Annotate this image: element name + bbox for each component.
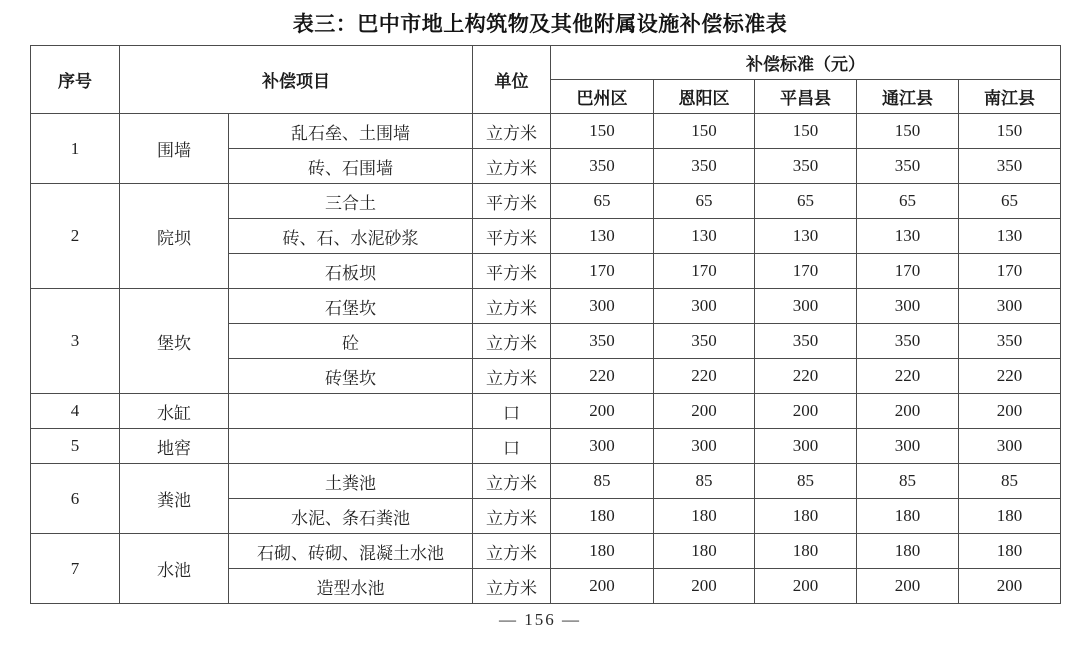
value-cell: 350 <box>654 149 755 184</box>
item-cell: 三合土 <box>229 184 473 219</box>
value-cell: 85 <box>857 464 959 499</box>
item-cell <box>229 394 473 429</box>
value-cell: 130 <box>755 219 857 254</box>
category-cell: 堡坎 <box>120 289 229 394</box>
value-cell: 300 <box>857 289 959 324</box>
value-cell: 180 <box>857 499 959 534</box>
table-row <box>31 464 1061 499</box>
value-cell: 300 <box>654 429 755 464</box>
value-cell: 220 <box>551 359 654 394</box>
value-cell: 130 <box>959 219 1061 254</box>
item-cell: 砼 <box>229 324 473 359</box>
item-cell: 造型水池 <box>229 569 473 604</box>
table-row <box>31 184 1061 219</box>
value-cell: 170 <box>755 254 857 289</box>
value-cell: 150 <box>755 114 857 149</box>
item-cell <box>229 429 473 464</box>
value-cell: 300 <box>551 429 654 464</box>
value-cell: 300 <box>755 429 857 464</box>
header-region: 巴州区 <box>551 80 654 114</box>
value-cell: 65 <box>654 184 755 219</box>
value-cell: 200 <box>551 569 654 604</box>
page-number: — 156 — <box>499 610 581 629</box>
value-cell: 350 <box>857 149 959 184</box>
unit-cell: 平方米 <box>473 254 551 289</box>
page-title: 表三：巴中市地上构筑物及其他附属设施补偿标准表 <box>292 13 788 36</box>
unit-cell: 立方米 <box>473 359 551 394</box>
value-cell: 130 <box>551 219 654 254</box>
item-cell: 土粪池 <box>229 464 473 499</box>
row-index: 6 <box>31 464 120 534</box>
value-cell: 200 <box>551 394 654 429</box>
unit-cell: 立方米 <box>473 149 551 184</box>
value-cell: 300 <box>959 289 1061 324</box>
value-cell: 350 <box>857 324 959 359</box>
row-index: 2 <box>31 184 120 289</box>
value-cell: 350 <box>755 324 857 359</box>
category-cell: 院坝 <box>120 184 229 289</box>
item-cell: 乱石垒、土围墙 <box>229 114 473 149</box>
value-cell: 85 <box>654 464 755 499</box>
value-cell: 170 <box>654 254 755 289</box>
header-index: 序号 <box>31 46 120 114</box>
value-cell: 150 <box>551 114 654 149</box>
row-index: 4 <box>31 394 120 429</box>
value-cell: 220 <box>857 359 959 394</box>
value-cell: 220 <box>755 359 857 394</box>
value-cell: 65 <box>551 184 654 219</box>
value-cell: 180 <box>551 534 654 569</box>
value-cell: 180 <box>654 534 755 569</box>
compensation-table <box>30 45 1061 604</box>
unit-cell: 平方米 <box>473 219 551 254</box>
unit-cell: 口 <box>473 394 551 429</box>
unit-cell: 立方米 <box>473 464 551 499</box>
value-cell: 85 <box>755 464 857 499</box>
unit-cell: 口 <box>473 429 551 464</box>
unit-cell: 立方米 <box>473 499 551 534</box>
header-region: 平昌县 <box>755 80 857 114</box>
value-cell: 200 <box>755 569 857 604</box>
value-cell: 200 <box>654 394 755 429</box>
row-index: 7 <box>31 534 120 604</box>
value-cell: 150 <box>857 114 959 149</box>
value-cell: 200 <box>755 394 857 429</box>
value-cell: 300 <box>551 289 654 324</box>
value-cell: 200 <box>654 569 755 604</box>
value-cell: 180 <box>959 534 1061 569</box>
value-cell: 350 <box>755 149 857 184</box>
value-cell: 350 <box>654 324 755 359</box>
value-cell: 150 <box>959 114 1061 149</box>
table-row <box>31 429 1061 464</box>
value-cell: 65 <box>857 184 959 219</box>
unit-cell: 立方米 <box>473 114 551 149</box>
value-cell: 350 <box>551 149 654 184</box>
value-cell: 300 <box>857 429 959 464</box>
unit-cell: 立方米 <box>473 534 551 569</box>
category-cell: 地窖 <box>120 429 229 464</box>
value-cell: 200 <box>959 394 1061 429</box>
header-row-1 <box>31 46 1061 80</box>
item-cell: 砖、石、水泥砂浆 <box>229 219 473 254</box>
category-cell: 水缸 <box>120 394 229 429</box>
value-cell: 350 <box>959 324 1061 359</box>
value-cell: 200 <box>857 394 959 429</box>
row-index: 3 <box>31 289 120 394</box>
table-row <box>31 394 1061 429</box>
value-cell: 180 <box>857 534 959 569</box>
header-unit: 单位 <box>473 46 551 114</box>
value-cell: 180 <box>959 499 1061 534</box>
value-cell: 150 <box>654 114 755 149</box>
unit-cell: 平方米 <box>473 184 551 219</box>
value-cell: 220 <box>654 359 755 394</box>
row-index: 5 <box>31 429 120 464</box>
item-cell: 砖、石围墙 <box>229 149 473 184</box>
category-cell: 水池 <box>120 534 229 604</box>
unit-cell: 立方米 <box>473 324 551 359</box>
header-standard-group: 补偿标准（元） <box>551 46 1061 80</box>
item-cell: 石砌、砖砌、混凝土水池 <box>229 534 473 569</box>
value-cell: 200 <box>959 569 1061 604</box>
value-cell: 180 <box>654 499 755 534</box>
header-region: 通江县 <box>857 80 959 114</box>
value-cell: 300 <box>755 289 857 324</box>
value-cell: 200 <box>857 569 959 604</box>
category-cell: 围墙 <box>120 114 229 184</box>
table-row <box>31 534 1061 569</box>
value-cell: 65 <box>755 184 857 219</box>
value-cell: 130 <box>857 219 959 254</box>
value-cell: 350 <box>551 324 654 359</box>
unit-cell: 立方米 <box>473 289 551 324</box>
value-cell: 300 <box>959 429 1061 464</box>
header-region: 恩阳区 <box>654 80 755 114</box>
value-cell: 300 <box>654 289 755 324</box>
value-cell: 180 <box>755 534 857 569</box>
header-item: 补偿项目 <box>120 46 473 114</box>
value-cell: 180 <box>551 499 654 534</box>
value-cell: 220 <box>959 359 1061 394</box>
category-cell: 粪池 <box>120 464 229 534</box>
value-cell: 130 <box>654 219 755 254</box>
table-row <box>31 289 1061 324</box>
value-cell: 180 <box>755 499 857 534</box>
value-cell: 85 <box>959 464 1061 499</box>
unit-cell: 立方米 <box>473 569 551 604</box>
value-cell: 170 <box>959 254 1061 289</box>
row-index: 1 <box>31 114 120 184</box>
value-cell: 65 <box>959 184 1061 219</box>
value-cell: 170 <box>857 254 959 289</box>
value-cell: 85 <box>551 464 654 499</box>
table-row <box>31 114 1061 149</box>
item-cell: 石板坝 <box>229 254 473 289</box>
item-cell: 砖堡坎 <box>229 359 473 394</box>
value-cell: 170 <box>551 254 654 289</box>
value-cell: 350 <box>959 149 1061 184</box>
header-region: 南江县 <box>959 80 1061 114</box>
item-cell: 水泥、条石粪池 <box>229 499 473 534</box>
item-cell: 石堡坎 <box>229 289 473 324</box>
